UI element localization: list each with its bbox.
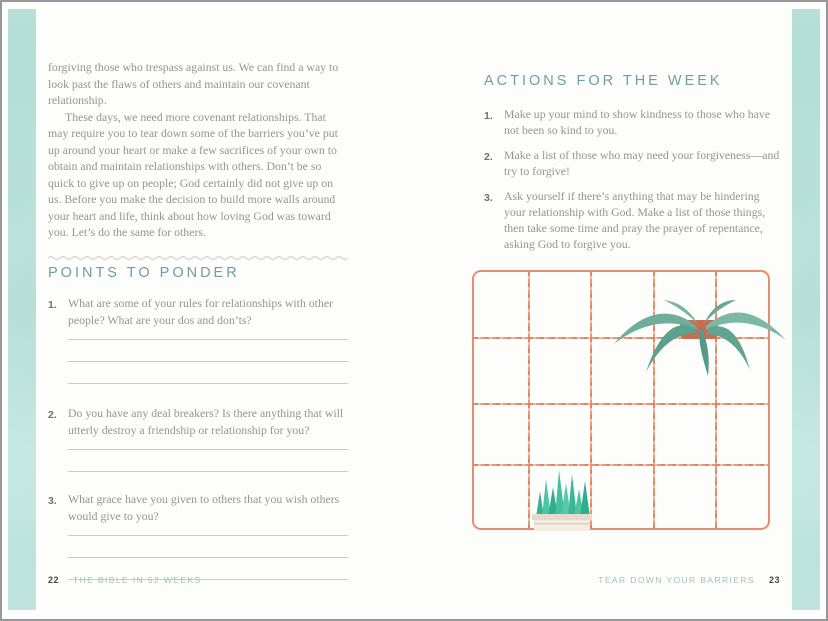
action-text: Ask yourself if there’s anything that may be hindering your relationship with God. Make a list of those things, then take some time and pray the prayer of repentance, asking God to forgive you. (504, 189, 766, 251)
question-text: What are some of your rules for relationships with other people? What are your dos and don’ts? (68, 296, 334, 327)
action-number: 2. (484, 151, 493, 163)
writing-line (68, 536, 348, 558)
writing-line (68, 340, 348, 362)
left-page-edge-texture (8, 9, 36, 610)
succulent-plant-icon (526, 457, 598, 533)
question-number: 3. (48, 495, 57, 507)
action-item (484, 147, 780, 179)
right-page-footer (598, 575, 780, 585)
wavy-divider-path (48, 256, 348, 259)
questions-list (48, 295, 348, 580)
trellis-grid-illustration (472, 270, 770, 530)
running-title: TEAR DOWN YOUR BARRIERS (598, 575, 755, 585)
grid-line (474, 403, 768, 405)
action-number: 1. (484, 110, 493, 122)
writing-line (68, 328, 348, 340)
action-item (484, 188, 780, 252)
answer-lines (68, 524, 348, 580)
body-paragraph: These days, we need more covenant relationships. That may require you to tear down some of the barriers you’ve put up around your heart or make a few sacrifices of your own to obtain and maintain relationships with others. Don’t be so quick to give up on people; God certainly did not give up on us. Before you make the decision to build more walls around your heart and life, think about how loving God was toward you. Let’s do the same for others. (48, 109, 338, 239)
writing-line (68, 362, 348, 384)
right-page-edge-texture (792, 9, 820, 610)
question-text: What grace have you given to others that you wish others would give to you? (68, 492, 340, 523)
question-text: Do you have any deal breakers? Is there anything that will utterly destroy a friendship or relationship for you? (68, 406, 344, 437)
question-item (48, 295, 348, 328)
points-to-ponder-heading: POINTS TO PONDER (48, 264, 240, 281)
writing-line (68, 524, 348, 536)
fern-plant-icon (612, 292, 788, 382)
action-number: 3. (484, 192, 493, 204)
succulent-pot (534, 520, 590, 531)
succulent-pot-rim (532, 514, 592, 520)
wavy-divider (48, 250, 348, 259)
left-page-footer (48, 575, 202, 585)
question-item (48, 405, 348, 438)
action-text: Make up your mind to show kindness to those who have not been so kind to you. (504, 107, 771, 137)
action-text: Make a list of those who may need your forgiveness—and try to forgive! (504, 148, 780, 178)
question-number: 1. (48, 299, 57, 311)
action-item (484, 106, 780, 138)
writing-line (68, 450, 348, 472)
question-item (48, 491, 348, 524)
answer-lines (68, 438, 348, 472)
running-title: THE BIBLE IN 52 WEEKS (73, 575, 202, 585)
writing-line (68, 438, 348, 450)
left-page (48, 59, 348, 580)
page-number: 23 (768, 575, 780, 585)
actions-list (484, 106, 780, 252)
answer-lines (68, 328, 348, 384)
question-number: 2. (48, 409, 57, 421)
body-paragraph: forgiving those who trespass against us. We can find a way to look past the flaws of others and maintain our covenant relationship. (48, 60, 339, 107)
actions-for-week-heading: ACTIONS FOR THE WEEK (484, 73, 723, 89)
wavy-divider-icon (48, 253, 348, 262)
page-number: 22 (48, 575, 60, 585)
grid-line (474, 464, 768, 466)
right-page (484, 66, 780, 261)
